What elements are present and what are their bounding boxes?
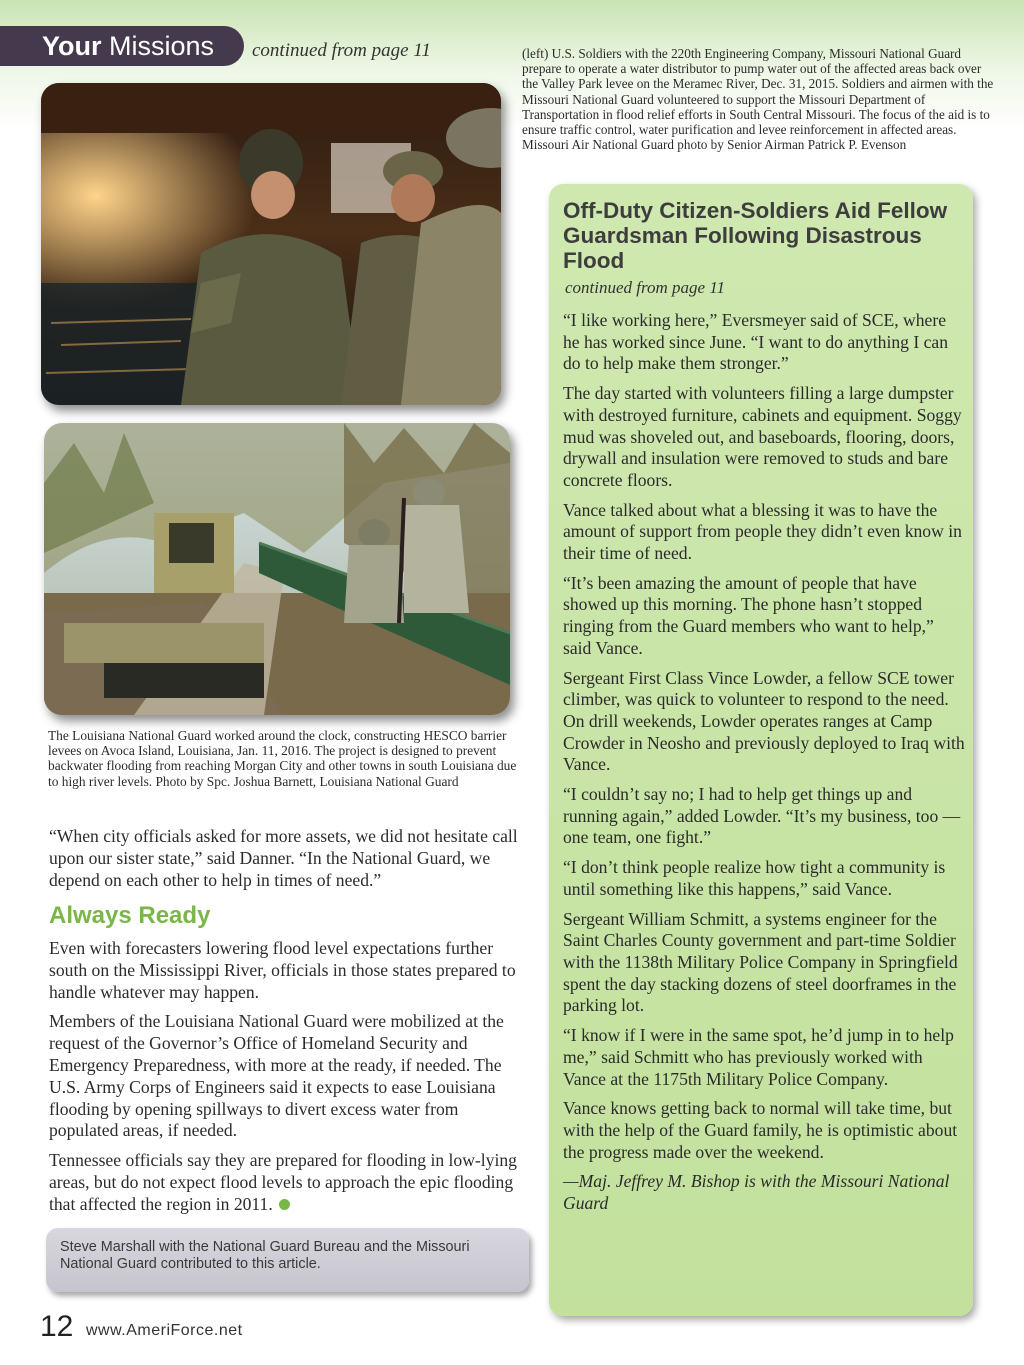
section-title-rest: Missions (101, 31, 215, 61)
sidebar-paragraph: “It’s been amazing the amount of people that have showed up this morning. The phone hasn’t stopped ringing from the Guard members who want to help,” said Vance. (563, 572, 934, 658)
danner-quote-paragraph: “When city officials asked for more assets, we did not hesitate call upon our sister state,” said Danner. “In the National Guard, we depend on each other to help in times of need.” (49, 826, 518, 890)
always-ready-heading: Always Ready (49, 902, 211, 929)
body-paragraph: Members of the Louisiana National Guard were mobilized at the request of the Governor’s Office of Homeland Security and Emergency Preparedness, with more at the ready, if needed. The U.S. Army Corps of Engineers said it expects to ease Louisiana flooding by opening spillways to divert excess water from populated areas, if needed. (49, 1011, 504, 1141)
soldiers-night-photo (41, 83, 501, 405)
sidebar-paragraph: Sergeant First Class Vince Lowder, a fellow SCE tower climber, was quick to volunteer to respond to the need. On drill weekends, Lowder operates ranges at Camp Crowder in Neosho and previously deployed to Iraq with Vance. (563, 667, 965, 775)
always-ready-body (49, 938, 529, 1224)
sidebar-paragraph: “I don’t think people realize how tight a community is until something like this happens,” said Vance. (563, 857, 946, 899)
hesco-barrier-photo (44, 423, 510, 715)
sidebar-continued-label: continued from page 11 (565, 278, 726, 297)
continued-from-label: continued from page 11 (252, 40, 431, 61)
section-title-bold: Your (42, 31, 102, 61)
section-tab (0, 26, 244, 66)
sidebar-byline: —Maj. Jeffrey M. Bishop is with the Missouri National Guard (563, 1171, 950, 1214)
top-photo-caption: (left) U.S. Soldiers with the 220th Engineering Company, Missouri National Guard prepare to operate a water distributor to pump water out of the affected areas back over the Valley Park levee on the Meramec River, Dec. 31, 2015. Soldiers and airmen with the Missouri National Guard volunteered to support the Missouri Department of Transportation in flood relief efforts in South Central Missouri. The focus of the aid is to ensure traffic control, water purification and levee reinforcement in affected areas. Missouri Air National Guard photo by Senior Airman Patrick P. Evenson (522, 46, 994, 153)
sidebar-paragraph: “I couldn’t say no; I had to help get things up and running again,” added Lowder. “It’s my business, too — one team, one fight.” (563, 784, 961, 848)
page-number: 12 (40, 1310, 74, 1343)
footer-url[interactable]: www.AmeriForce.net (86, 1322, 243, 1339)
sidebar-title: Off-Duty Citizen-Soldiers Aid Fellow Guardsman Following Disastrous Flood (563, 198, 948, 273)
sidebar-paragraph: Vance knows getting back to normal will take time, but with the help of the Guard family, he is optimistic about the progress made over the weekend. (563, 1098, 958, 1162)
contributor-note-box: Steve Marshall with the National Guard Bureau and the Missouri National Guard contributed to this article. (46, 1228, 529, 1292)
end-of-article-dot-icon (279, 1199, 290, 1210)
body-paragraph (49, 1150, 529, 1215)
body-paragraph-text: Tennessee officials say they are prepared for flooding in low-lying areas, but do not expect flood levels to approach the epic flooding that affected the region in 2011. (49, 1150, 517, 1214)
sidebar-story-box (549, 184, 973, 1316)
bottom-photo-caption: The Louisiana National Guard worked around the clock, constructing HESCO barrier levees on Avoca Island, Louisiana, Jan. 11, 2016. The project is designed to prevent backwater flooding from reaching Morgan City and other towns in south Louisiana due to high river levels. Photo by Spc. Joshua Barnett, Louisiana National Guard (48, 728, 517, 789)
sidebar-paragraph: Vance talked about what a blessing it was to have the amount of support from people they didn’t even know in their time of need. (563, 499, 962, 564)
sidebar-paragraph: The day started with volunteers filling a large dumpster with destroyed furniture, cabinets and equipment. Soggy mud was shoveled out, and baseboards, flooring, doors, drywall and insulation were removed to studs and bare concrete floors. (563, 383, 962, 490)
sidebar-paragraph: “I like working here,” Eversmeyer said of SCE, where he has worked since June. “I want to do anything I can do to help make them stronger.” (563, 310, 948, 374)
body-paragraph: Even with forecasters lowering flood level expectations further south on the Mississippi River, officials in those states prepared to handle whatever may happen. (49, 938, 516, 1002)
sidebar-paragraph: Sergeant William Schmitt, a systems engineer for the Saint Charles County government and part-time Soldier with the 1138th Military Police Company in Springfield spent the day stacking dozens of steel doorframes in the parking lot. (563, 908, 958, 1016)
sidebar-paragraph: “I know if I were in the same spot, he’d jump in to help me,” said Schmitt who has previously worked with Vance at the 1175th Military Police Company. (563, 1025, 954, 1089)
